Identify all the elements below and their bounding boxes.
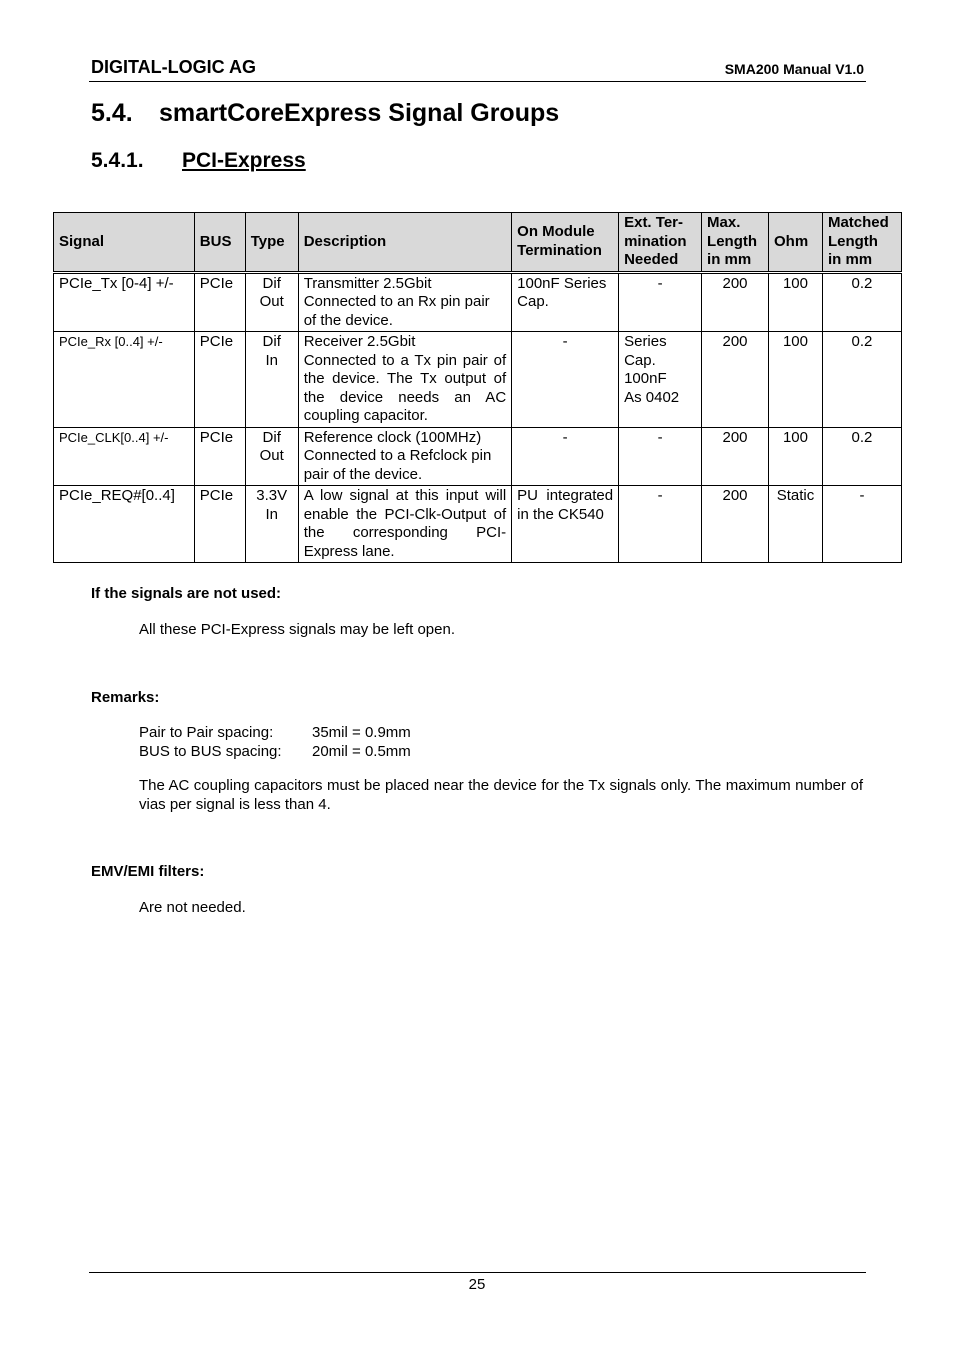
header-line: Length (707, 232, 758, 250)
cell-on-module: - (512, 332, 619, 428)
cell-max-length: 200 (702, 332, 769, 428)
table-row (54, 272, 902, 332)
bus-spacing-value: 20mil = 0.5mm (312, 743, 411, 760)
cell-max-length: 200 (702, 272, 769, 332)
subsection-title: PCI-Express (182, 149, 306, 172)
header-line: in mm (827, 251, 873, 268)
cell-on-module: - (512, 427, 619, 486)
cell-matched-length: - (822, 486, 901, 563)
cell-description (298, 272, 511, 332)
cell-matched-length: 0.2 (822, 427, 901, 486)
col-header-matched-length (822, 213, 901, 273)
cell-max-length: 200 (702, 486, 769, 563)
ext-line: As 0402 (624, 388, 680, 406)
desc-line: Connected to an Rx pin pair of the device. (303, 293, 490, 329)
emi-text: Are not needed. (139, 899, 246, 916)
cell-type (245, 272, 298, 332)
header-company: DIGITAL-LOGIC AG (91, 57, 256, 77)
cell-max-length: 200 (702, 427, 769, 486)
cell-ext-termination (619, 332, 702, 428)
remarks-text: The AC coupling capacitors must be placed near the device for the Tx signals only. The maximum number of vias per signal is less than 4. (139, 777, 863, 813)
desc-line: Receiver 2.5Gbit (303, 333, 416, 350)
cell-description: A low signal at this input will enable the PCI-Clk-Output of the corresponding PCI-Express lane. (298, 486, 511, 563)
col-header-description: Description (298, 213, 511, 273)
table-row (54, 332, 902, 428)
cell-on-module: PU integrated in the CK540 (512, 486, 619, 563)
table-row (54, 427, 902, 486)
bus-spacing-row (139, 742, 411, 761)
cell-signal: PCIe_Tx [0-4] +/- (54, 272, 195, 332)
type-line: Dif (262, 428, 281, 446)
remarks-heading: Remarks: (91, 689, 160, 706)
type-line: In (265, 505, 278, 523)
pair-spacing-value: 35mil = 0.9mm (312, 724, 411, 741)
desc-line: Transmitter 2.5Gbit (303, 274, 432, 292)
desc-line: Reference clock (100MHz) (303, 428, 482, 446)
ext-line: Cap. (624, 351, 656, 369)
cell-bus: PCIe (194, 486, 245, 563)
header-line: in mm (707, 251, 752, 268)
type-line: 3.3V (256, 487, 288, 504)
cell-ext-termination: - (619, 427, 702, 486)
col-header-ext-termination (619, 213, 702, 273)
spacing-list (139, 723, 411, 761)
cell-bus: PCIe (194, 427, 245, 486)
cell-on-module: 100nF Series Cap. (512, 272, 619, 332)
cell-ohm: 100 (769, 272, 823, 332)
section-number: 5.4. (91, 99, 133, 127)
cell-signal: PCIe_CLK[0..4] +/- (54, 427, 195, 486)
subsection-heading (91, 149, 306, 173)
header-line: On Module (517, 223, 595, 241)
col-header-signal: Signal (54, 213, 195, 273)
header-line: Max. (707, 214, 741, 231)
cell-ohm: 100 (769, 332, 823, 428)
col-header-ohm: Ohm (769, 213, 823, 273)
type-line: Dif (262, 333, 281, 350)
signal-table (53, 212, 902, 563)
type-line: Out (259, 293, 284, 310)
table-row (54, 486, 902, 563)
cell-type (245, 427, 298, 486)
pair-spacing-label: Pair to Pair spacing: (139, 724, 274, 741)
desc-line: Connected to a Tx pin pair of the device. The Tx output of the device needs an AC coupling capacitor. (303, 351, 507, 424)
col-header-type: Type (245, 213, 298, 273)
cell-signal: PCIe_REQ#[0..4] (54, 486, 195, 563)
type-line: In (265, 351, 278, 369)
ext-line: Series (624, 333, 667, 350)
col-header-on-module (512, 213, 619, 273)
section-heading (91, 99, 559, 128)
cell-ohm: 100 (769, 427, 823, 486)
type-line: Out (259, 447, 284, 464)
header-line: mination (624, 232, 687, 250)
header-line: Matched (827, 214, 889, 231)
cell-ext-termination: - (619, 272, 702, 332)
cell-description (298, 332, 511, 428)
section-title: smartCoreExpress Signal Groups (159, 99, 560, 127)
header-line: Needed (624, 251, 679, 268)
type-line: Dif (262, 274, 281, 292)
cell-bus: PCIe (194, 272, 245, 332)
header-divider (89, 81, 866, 82)
header-line: Length (827, 232, 878, 250)
unused-signals-text: All these PCI-Express signals may be left open. (139, 621, 455, 638)
ext-line: 100nF (624, 370, 667, 387)
header-line: Ext. Ter- (624, 214, 683, 231)
desc-line: Connected to a Refclock pin pair of the device. (303, 447, 492, 483)
cell-matched-length: 0.2 (822, 272, 901, 332)
page-number: 25 (468, 1276, 486, 1293)
cell-signal: PCIe_Rx [0..4] +/- (54, 332, 195, 428)
bus-spacing-label: BUS to BUS spacing: (139, 743, 282, 760)
header-manual-title: SMA200 Manual V1.0 (724, 61, 864, 77)
cell-ext-termination: - (619, 486, 702, 563)
cell-bus: PCIe (194, 332, 245, 428)
header-line: Termination (517, 241, 602, 259)
subsection-number: 5.4.1. (91, 149, 144, 172)
cell-type (245, 486, 298, 563)
footer-divider (89, 1272, 866, 1273)
emi-heading: EMV/EMI filters: (91, 863, 205, 880)
pair-spacing-row (139, 723, 411, 742)
col-header-bus: BUS (194, 213, 245, 273)
unused-signals-heading: If the signals are not used: (91, 585, 282, 602)
cell-matched-length: 0.2 (822, 332, 901, 428)
col-header-max-length (702, 213, 769, 273)
cell-type (245, 332, 298, 428)
cell-description (298, 427, 511, 486)
cell-ohm: Static (769, 486, 823, 563)
table-header-row (54, 213, 902, 273)
